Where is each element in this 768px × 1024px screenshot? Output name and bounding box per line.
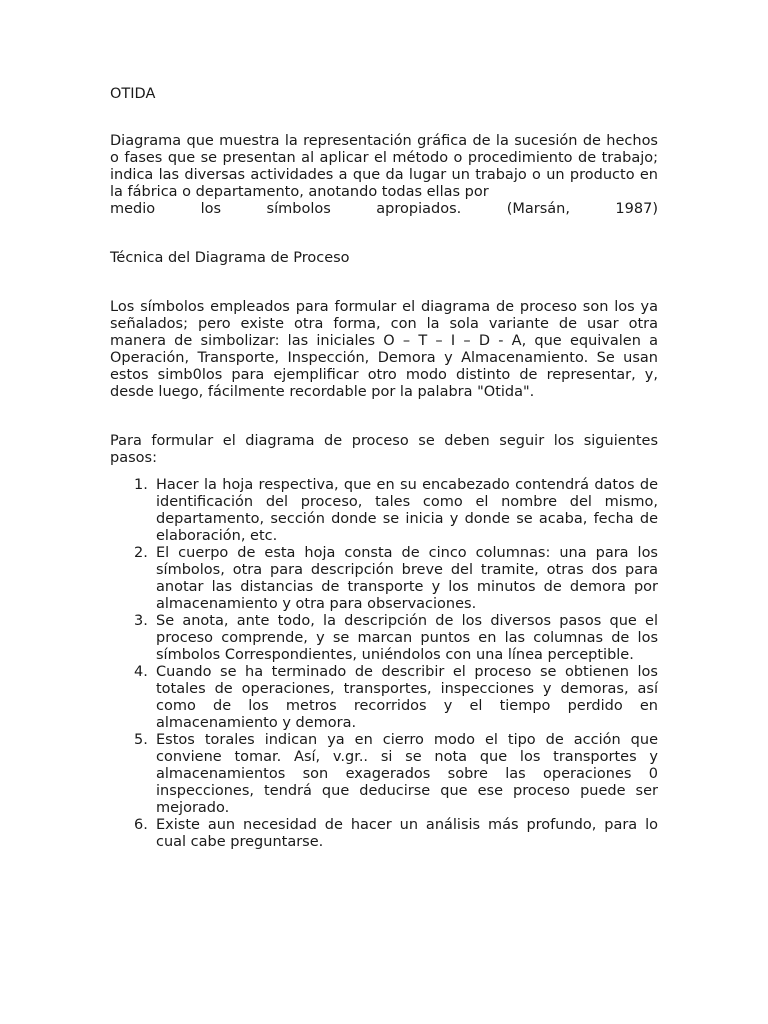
intro-paragraph-body: Diagrama que muestra la representación gráfica de la sucesión de hechos o fases que se presentan al aplicar el método o procedimiento de trabajo; indica las diversas actividades a que da lugar un trabajo o un producto en la fábrica o departamento, anotando todas ellas por <box>110 133 658 200</box>
list-item-number: 6. <box>134 817 148 833</box>
steps-list <box>110 477 658 851</box>
list-item <box>110 664 658 732</box>
list-item-text: El cuerpo de esta hoja consta de cinco columnas: una para los símbolos, otra para descripción breve del tramite, otras dos para anotar las distancias de transporte y los minutos de demora por almacenamiento y otra para observaciones. <box>156 545 658 612</box>
list-item <box>110 613 658 664</box>
list-item <box>110 817 658 851</box>
list-item-number: 3. <box>134 613 148 629</box>
intro-paragraph <box>110 133 658 218</box>
list-item-text: Estos torales indican ya en cierro modo el tipo de acción que conviene tomar. Así, v.gr.. si se nota que los transportes y almacenamientos son exagerados sobre las operaciones 0 inspecciones, tendrá que deducirse que ese proceso puede ser mejorado. <box>156 732 658 816</box>
section-heading: Técnica del Diagrama de Proceso <box>110 250 350 266</box>
list-item-number: 5. <box>134 732 148 748</box>
document-title: OTIDA <box>110 86 156 102</box>
list-item-text: Hacer la hoja respectiva, que en su encabezado contendrá datos de identificación del proceso, tales como el nombre del mismo, departamento, sección donde se inicia y donde se acaba, fecha de elaboración, etc. <box>156 477 658 544</box>
list-item-text: Cuando se ha terminado de describir el proceso se obtienen los totales de operaciones, transportes, inspecciones y demoras, así como de los metros recorridos y el tiempo perdido en almacenamiento y demora. <box>156 664 658 731</box>
document-page <box>110 86 658 851</box>
list-item <box>110 477 658 545</box>
intro-paragraph-citation-line: medio los símbolos apropiados. (Marsán, 1987) <box>110 201 658 217</box>
steps-intro-paragraph: Para formular el diagrama de proceso se deben seguir los siguientes pasos: <box>110 433 658 466</box>
list-item-text: Se anota, ante todo, la descripción de los diversos pasos que el proceso comprende, y se marcan puntos en las columnas de los símbolos Correspondientes, uniéndolos con una línea perceptible. <box>156 613 658 663</box>
list-item <box>110 545 658 613</box>
list-item <box>110 732 658 817</box>
list-item-text: Existe aun necesidad de hacer un análisis más profundo, para lo cual cabe preguntarse. <box>156 817 658 850</box>
list-item-number: 4. <box>134 664 148 680</box>
symbols-paragraph: Los símbolos empleados para formular el diagrama de proceso son los ya señalados; pero existe otra forma, con la sola variante de usar otra manera de simbolizar: las iniciales O – T – I – D - A, que equivalen a Operación, Transporte, Inspección, Demora y Almacenamiento. Se usan estos simb0los para ejemplificar otro modo distinto de representar, y, desde luego, fácilmente recordable por la palabra "Otida". <box>110 299 658 400</box>
list-item-number: 2. <box>134 545 148 561</box>
list-item-number: 1. <box>134 477 148 493</box>
